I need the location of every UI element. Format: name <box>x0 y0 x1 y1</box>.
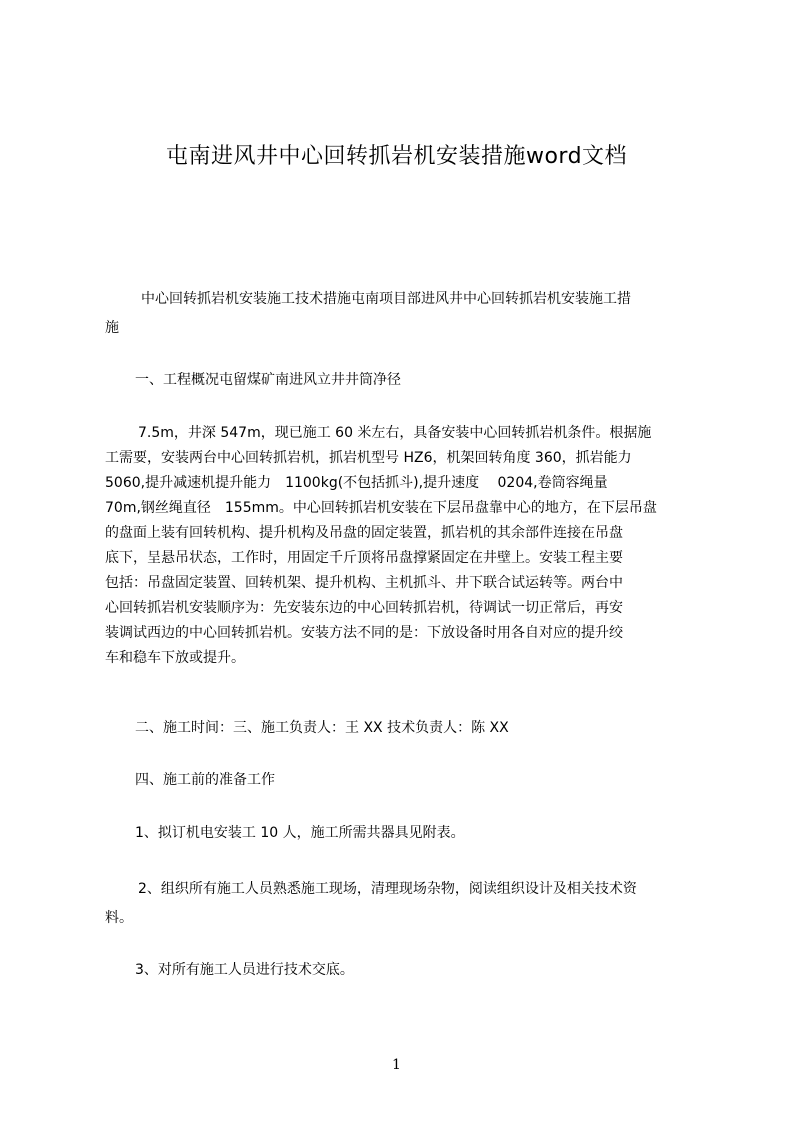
section1-heading: 一、工程概况屯留煤矿南进风立井井筒净径 <box>135 372 401 388</box>
document-title: 屯南进风井中心回转抓岩机安装措施word文档 <box>165 144 628 169</box>
intro-line: 中心回转抓岩机安装施工技术措施屯南项目部进风井中心回转抓岩机安装施工措 <box>141 291 631 307</box>
item-1: 1、拟订机电安装工 10 人，施工所需共器具见附表。 <box>135 825 465 841</box>
intro-line: 施 <box>105 320 119 336</box>
section1-line: 心回转抓岩机安装顺序为：先安装东边的中心回转抓岩机，待调试一切正常后，再安 <box>105 600 623 616</box>
section1-line: 装调试西边的中心回转抓岩机。安装方法不同的是：下放设备时用各自对应的提升绞 <box>105 625 623 641</box>
item-2-line: 料。 <box>105 910 133 926</box>
section1-line: 70m,钢丝绳直径 155mm。中心回转抓岩机安装在下层吊盘靠中心的地方，在下层吊盘 <box>105 500 657 516</box>
section2-3-line: 二、施工时间：三、施工负责人：王 XX 技术负责人：陈 XX <box>135 720 509 736</box>
section1-line: 5060,提升减速机提升能力 1100kg(不包括抓斗),提升速度 0204,卷筒容绳量 <box>105 475 608 491</box>
intro-paragraph <box>105 287 715 341</box>
item-2 <box>105 877 715 931</box>
section1-line: 包括：吊盘固定装置、回转机架、提升机构、主机抓斗、井下联合试运转等。两台中 <box>105 575 623 591</box>
item-2-line: 2、组织所有施工人员熟悉施工现场，清理现场杂物，阅读组织设计及相关技术资 <box>138 881 637 897</box>
section1-line: 底下，呈悬吊状态，工作时，用固定千斤顶将吊盘撑紧固定在井壁上。安装工程主要 <box>105 550 623 566</box>
page-number: 1 <box>392 1057 401 1073</box>
section1-line: 的盘面上装有回转机构、提升机构及吊盘的固定装置，抓岩机的其余部件连接在吊盘 <box>105 525 623 541</box>
section1-line: 7.5m，井深 547m，现已施工 60 米左右，具备安装中心回转抓岩机条件。根据施 <box>138 425 652 441</box>
section1-line: 工需要，安装两台中心回转抓岩机，抓岩机型号 HZ6，机架回转角度 360，抓岩能力 <box>105 450 632 466</box>
section4-heading: 四、施工前的准备工作 <box>135 772 275 788</box>
section1-line: 车和稳车下放或提升。 <box>105 650 245 666</box>
section1-paragraph <box>105 421 715 671</box>
item-3: 3、对所有施工人员进行技术交底。 <box>135 962 354 978</box>
